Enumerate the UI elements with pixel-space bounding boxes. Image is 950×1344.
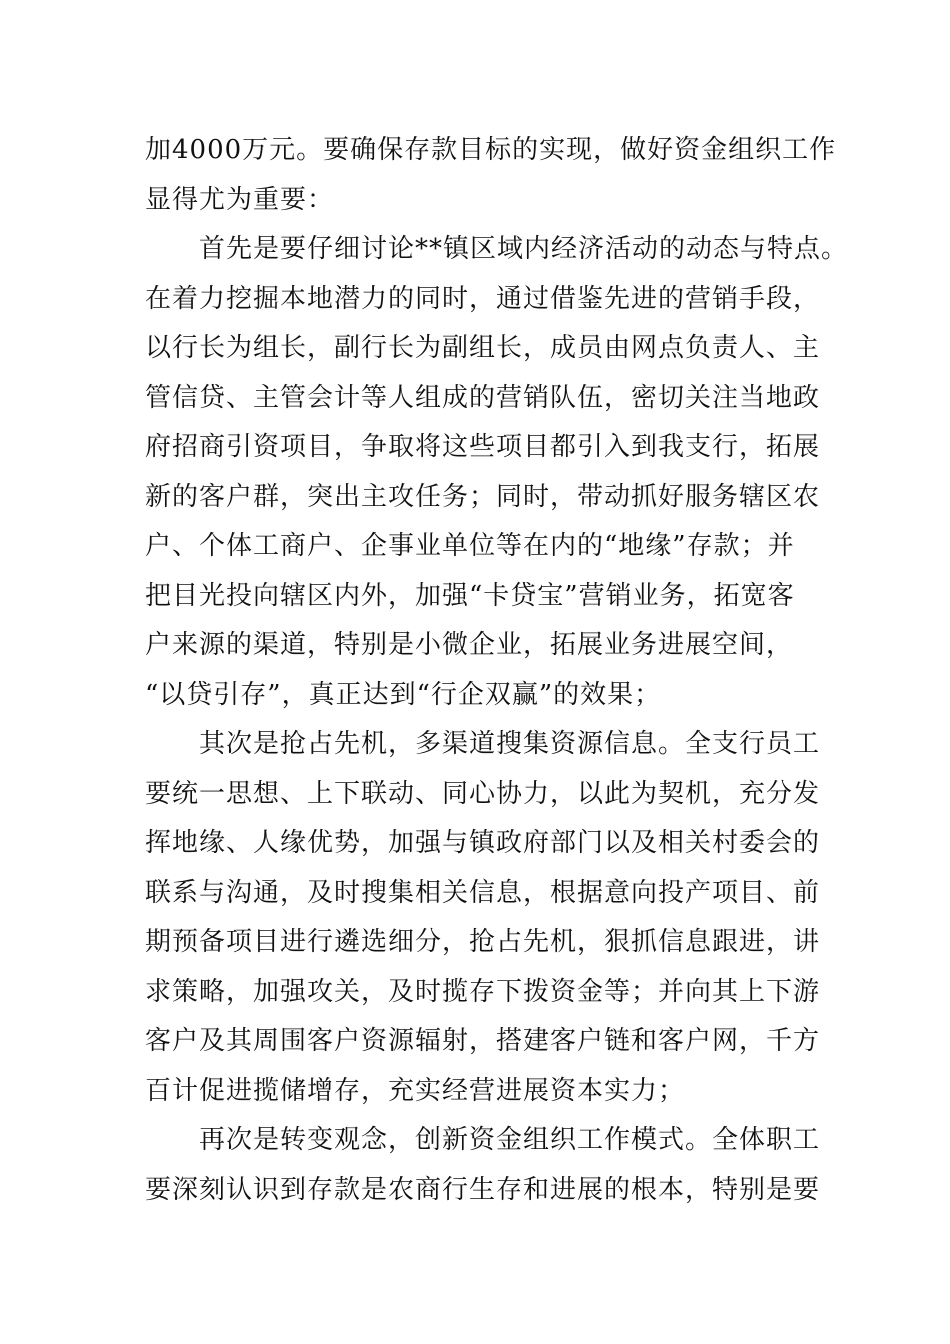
paragraph-first-line: 首先是要仔细讨论**镇区域内经济活动的动态与特点。 bbox=[199, 234, 849, 264]
text-line: 新的客户群，突出主攻任务；同时，带动抓好服务辖区农 bbox=[145, 481, 821, 512]
text-line: 以行长为组长，副行长为副组长，成员由网点负责人、主 bbox=[145, 333, 821, 363]
text-line: 要深刻认识到存款是农商行生存和进展的根本，特别是要 bbox=[145, 1174, 821, 1205]
text-line: 加4000万元。要确保存款目标的实现，做好资金组织工作 bbox=[145, 135, 837, 165]
text-line: 管信贷、主管会计等人组成的营销队伍，密切关注当地政 bbox=[145, 382, 821, 413]
text-line: 户来源的渠道，特别是小微企业，拓展业务进展空间， bbox=[145, 630, 794, 660]
paragraph-first-line: 其次是抢占先机，多渠道搜集资源信息。全支行员工 bbox=[199, 729, 821, 759]
paragraph-first-line: 再次是转变观念，创新资金组织工作模式。全体职工 bbox=[199, 1125, 821, 1155]
text-line: 期预备项目进行遴选细分，抢占先机，狠抓信息跟进，讲 bbox=[145, 927, 821, 957]
text-line: 百计促进揽储增存，充实经营进展资本实力； bbox=[145, 1075, 686, 1106]
text-line: 要统一思想、上下联动、同心协力，以此为契机，充分发 bbox=[145, 778, 821, 809]
text-line: 客户及其周围客户资源辐射，搭建客户链和客户网，千方 bbox=[145, 1026, 821, 1056]
text-line: 显得尤为重要： bbox=[145, 184, 335, 215]
text-line: 在着力挖掘本地潜力的同时，通过借鉴先进的营销手段， bbox=[145, 283, 821, 314]
text-line: “以贷引存”，真正达到“行企双赢”的效果； bbox=[145, 679, 662, 710]
text-line: 户、个体工商户、企事业单位等在内的“地缘”存款；并 bbox=[145, 531, 795, 561]
text-line: 府招商引资项目，争取将这些项目都引入到我支行，拓展 bbox=[145, 432, 821, 462]
text-line: 联系与沟通，及时搜集相关信息，根据意向投产项目、前 bbox=[145, 877, 821, 908]
body-text bbox=[145, 126, 849, 1215]
text-line: 求策略，加强攻关，及时揽存下拨资金等；并向其上下游 bbox=[145, 976, 821, 1007]
text-line: 挥地缘、人缘优势，加强与镇政府部门以及相关村委会的 bbox=[145, 828, 821, 858]
text-line: 把目光投向辖区内外，加强“卡贷宝”营销业务，拓宽客 bbox=[145, 580, 795, 611]
